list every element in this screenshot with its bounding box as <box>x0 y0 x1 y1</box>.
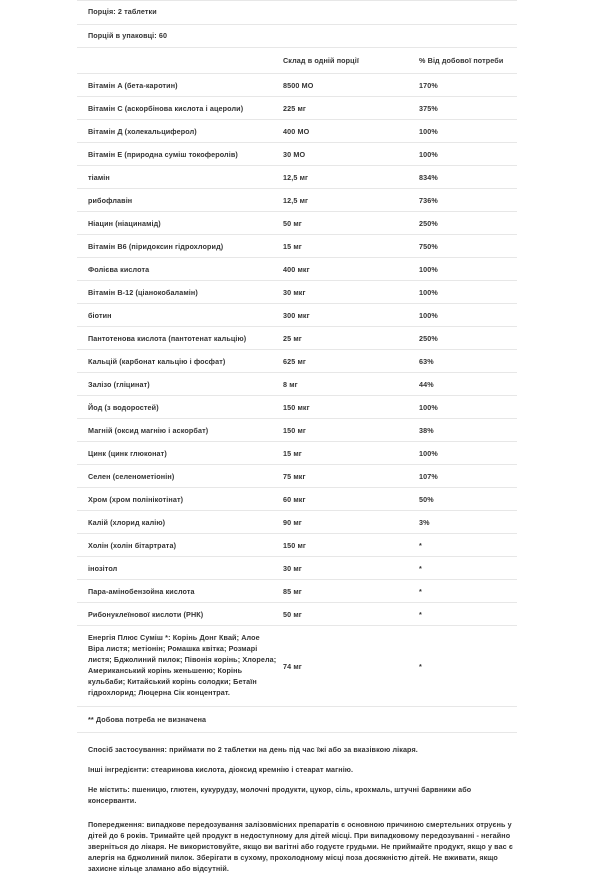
nutrient-daily-value: 100% <box>419 120 517 143</box>
nutrient-name: Фолієва кислота <box>77 258 283 281</box>
nutrient-daily-value: 63% <box>419 350 517 373</box>
table-row <box>77 626 517 707</box>
nutrient-amount: 150 мкг <box>283 396 419 419</box>
daily-value-footnote: ** Добова потреба не визначена <box>77 707 517 733</box>
nutrient-name: Хром (хром полінікотінат) <box>77 488 283 511</box>
nutrient-amount: 25 мг <box>283 327 419 350</box>
directions-paragraph: Спосіб застосування: приймати по 2 таблетки на день під час їжі або за вказівкою лікаря. <box>88 744 418 754</box>
column-header-daily-value: % Від добової потреби <box>419 48 517 74</box>
nutrient-name: Енергія Плюс Суміш *: Корінь Донг Квай; Алое Віра листя; метіонін; Ромашка квітка; Розмарі листя; Бджолиний пилок; Півонія корінь; Хлорела; Американський корінь женьшеню; Корінь кульбаби; Китайський корінь солодки; Бетаїн гідрохлорид; Люцерна Сік концентрат. <box>77 626 283 707</box>
nutrient-daily-value: 107% <box>419 465 517 488</box>
nutrient-daily-value: 250% <box>419 327 517 350</box>
nutrient-daily-value: 100% <box>419 143 517 166</box>
table-row <box>77 511 517 534</box>
table-row <box>77 534 517 557</box>
nutrient-name: Залізо (гліцинат) <box>77 373 283 396</box>
table-row <box>77 120 517 143</box>
nutrient-name: Ніацин (ніацинамід) <box>77 212 283 235</box>
supplement-facts-table <box>77 48 517 707</box>
column-header-amount-per-serving: Склад в одній порції <box>283 48 419 74</box>
table-row <box>77 189 517 212</box>
nutrient-daily-value: 100% <box>419 442 517 465</box>
table-row <box>77 603 517 626</box>
table-row <box>77 74 517 97</box>
nutrient-name: Вітамін C (аскорбінова кислота і ацероли) <box>77 97 283 120</box>
table-row <box>77 396 517 419</box>
nutrient-amount: 150 мг <box>283 534 419 557</box>
supplement-facts-table-body <box>77 74 517 707</box>
nutrient-amount: 30 мкг <box>283 281 419 304</box>
nutrient-name: тіамін <box>77 166 283 189</box>
label-paragraphs <box>77 733 517 874</box>
nutrient-daily-value: 38% <box>419 419 517 442</box>
nutrient-name: Вітамін B6 (піридоксин гідрохлорид) <box>77 235 283 258</box>
nutrient-amount: 8500 МО <box>283 74 419 97</box>
nutrient-amount: 225 мг <box>283 97 419 120</box>
table-row <box>77 488 517 511</box>
nutrient-amount: 50 мг <box>283 212 419 235</box>
nutrient-amount: 60 мкг <box>283 488 419 511</box>
column-header-nutrient <box>77 48 283 74</box>
nutrient-daily-value: 100% <box>419 258 517 281</box>
nutrient-daily-value: 100% <box>419 396 517 419</box>
nutrient-daily-value: * <box>419 557 517 580</box>
servings-per-container-row: Порцій в упаковці: 60 <box>77 25 517 49</box>
nutrient-name: рибофлавін <box>77 189 283 212</box>
nutrient-amount: 300 мкг <box>283 304 419 327</box>
nutrient-daily-value: 834% <box>419 166 517 189</box>
nutrient-name: Вітамін A (бета-каротин) <box>77 74 283 97</box>
nutrient-name: Холін (холін бітартрата) <box>77 534 283 557</box>
nutrient-daily-value: * <box>419 626 517 707</box>
nutrient-name: Вітамін Д (холекальциферол) <box>77 120 283 143</box>
nutrient-name: Калій (хлорид калію) <box>77 511 283 534</box>
nutrient-name: Магній (оксид магнію і аскорбат) <box>77 419 283 442</box>
nutrient-daily-value: 736% <box>419 189 517 212</box>
table-row <box>77 350 517 373</box>
nutrient-amount: 400 МО <box>283 120 419 143</box>
supplement-facts-panel <box>77 0 517 874</box>
table-row <box>77 143 517 166</box>
nutrient-daily-value: 250% <box>419 212 517 235</box>
nutrient-daily-value: 100% <box>419 281 517 304</box>
table-row <box>77 258 517 281</box>
table-row <box>77 557 517 580</box>
nutrient-amount: 8 мг <box>283 373 419 396</box>
nutrient-daily-value: 50% <box>419 488 517 511</box>
nutrient-name: Пантотенова кислота (пантотенат кальцію) <box>77 327 283 350</box>
nutrient-amount: 12,5 мг <box>283 189 419 212</box>
nutrient-amount: 75 мкг <box>283 465 419 488</box>
nutrient-name: Пара-амінобензойна кислота <box>77 580 283 603</box>
warning-paragraph: Попередження: випадкове передозування залізовмісних препаратів є основною причиною смертельних отруєнь у дітей до 6 років. Тримайте цей продукт в недоступному для дітей місці. При випадковому передозуванні - негайно зверніться до лікаря. Не використовуйте, якщо ви вагітні або годуєте грудьми. Не приймайте продукт, якщо у вас є алергія на бджолиний пилок. Зберігати в сухому, прохолодному місці поза досяжністю дітей. Не вживати, якщо захисне кільце зламано або відсутній. <box>88 819 513 874</box>
nutrient-amount: 625 мг <box>283 350 419 373</box>
table-row <box>77 97 517 120</box>
serving-size-row: Порція: 2 таблетки <box>77 0 517 25</box>
nutrient-amount: 12,5 мг <box>283 166 419 189</box>
nutrient-name: Кальцій (карбонат кальцію і фосфат) <box>77 350 283 373</box>
table-row <box>77 304 517 327</box>
nutrient-amount: 30 мг <box>283 557 419 580</box>
free-from-paragraph: Не містить: пшеницю, глютен, кукурудзу, молочні продукти, цукор, сіль, крохмаль, штучні барвники або консерванти. <box>88 785 472 806</box>
nutrient-name: Вітамін Е (природна суміш токоферолів) <box>77 143 283 166</box>
nutrient-daily-value: * <box>419 580 517 603</box>
table-row <box>77 166 517 189</box>
table-row <box>77 212 517 235</box>
nutrient-daily-value: 170% <box>419 74 517 97</box>
table-row <box>77 373 517 396</box>
nutrient-daily-value: 3% <box>419 511 517 534</box>
nutrient-daily-value: 750% <box>419 235 517 258</box>
nutrient-name: Селен (селенометіонін) <box>77 465 283 488</box>
nutrient-name: біотин <box>77 304 283 327</box>
nutrient-name: Цинк (цинк глюконат) <box>77 442 283 465</box>
table-row <box>77 235 517 258</box>
table-header-row <box>77 48 517 74</box>
nutrient-name: Рибонуклеїнової кислоти (РНК) <box>77 603 283 626</box>
nutrient-amount: 50 мг <box>283 603 419 626</box>
nutrient-amount: 85 мг <box>283 580 419 603</box>
table-row <box>77 580 517 603</box>
table-row <box>77 465 517 488</box>
nutrient-daily-value: 44% <box>419 373 517 396</box>
nutrient-daily-value: * <box>419 534 517 557</box>
nutrient-amount: 15 мг <box>283 235 419 258</box>
table-row <box>77 281 517 304</box>
nutrient-name: інозітол <box>77 557 283 580</box>
nutrient-daily-value: 100% <box>419 304 517 327</box>
nutrient-daily-value: 375% <box>419 97 517 120</box>
nutrient-amount: 30 МО <box>283 143 419 166</box>
nutrient-amount: 90 мг <box>283 511 419 534</box>
nutrient-amount: 150 мг <box>283 419 419 442</box>
table-row <box>77 419 517 442</box>
table-row <box>77 327 517 350</box>
nutrient-amount: 400 мкг <box>283 258 419 281</box>
nutrient-daily-value: * <box>419 603 517 626</box>
nutrient-name: Йод (з водоростей) <box>77 396 283 419</box>
table-row <box>77 442 517 465</box>
nutrient-name: Вітамін B-12 (ціанокобаламін) <box>77 281 283 304</box>
nutrient-amount: 74 мг <box>283 626 419 707</box>
nutrient-amount: 15 мг <box>283 442 419 465</box>
other-ingredients-paragraph: Інші інгредієнти: стеаринова кислота, діоксид кремнію і стеарат магнію. <box>88 765 354 775</box>
